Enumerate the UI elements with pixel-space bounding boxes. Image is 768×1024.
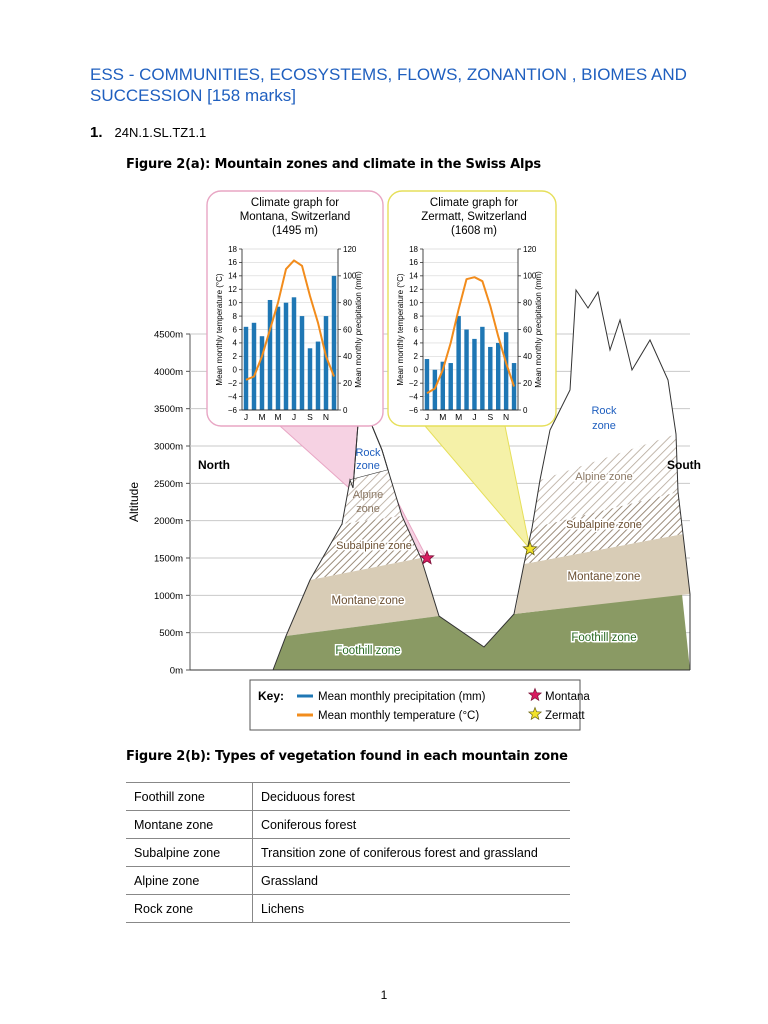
altitude-tick-label: 1500m (153, 553, 183, 565)
zermatt-chart-title-3: (1608 m) (450, 225, 498, 237)
precip-bar (324, 316, 328, 410)
precip-axis-tick-label: 20 (523, 378, 532, 388)
vegetation-table-row (126, 895, 570, 923)
precip-bar (260, 336, 264, 410)
zermatt-chart-title-2: Zermatt, Switzerland (421, 211, 527, 223)
temp-axis-tick-label: −6 (408, 405, 418, 415)
subalpine-zone-label-left: Subalpine zone (336, 540, 412, 552)
month-tick-label: J (472, 412, 477, 422)
rock-zone-label-left-2: zone (356, 460, 380, 472)
precip-axis-tick-label: 80 (523, 298, 532, 308)
temp-axis-tick-label: 14 (409, 271, 418, 281)
rock-zone-label-right-1: Rock (591, 405, 617, 417)
montana-chart-title-1: Climate graph for (250, 197, 340, 209)
subalpine-zone-label-right: Subalpine zone (566, 519, 642, 531)
temp-axis-tick-label: 6 (232, 325, 237, 335)
montana-chart-title-3: (1495 m) (271, 225, 319, 237)
temp-axis-tick-label: 8 (232, 311, 237, 321)
temp-axis-tick-label: −6 (227, 405, 237, 415)
month-tick-label: J (243, 412, 249, 422)
altitude-tick-label: 3500m (153, 404, 183, 416)
temp-axis-tick-label: 10 (409, 298, 418, 308)
temp-axis-tick-label: 0 (232, 365, 237, 375)
month-tick-label: M (258, 412, 266, 422)
month-tick-label: J (424, 412, 430, 422)
temp-axis-tick-label: 6 (413, 325, 418, 335)
precip-bar (252, 323, 256, 410)
temp-axis-tick-label: 0 (413, 365, 418, 375)
precip-axis-tick-label: 40 (343, 352, 352, 362)
alpine-zone-label-left-1: Alpine (352, 489, 384, 501)
document-title: ESS - COMMUNITIES, ECOSYSTEMS, FLOWS, ZONANTION , BIOMES AND SUCCESSION [158 marks] (90, 65, 687, 105)
altitude-tick-label: 4000m (153, 366, 183, 378)
precip-bar (284, 303, 288, 410)
question-number: 1. (90, 124, 103, 141)
precip-bar (292, 297, 296, 410)
vegetation-type-cell: Deciduous forest (253, 783, 571, 811)
temp-axis-title: Mean monthly temperature (°C) (215, 273, 224, 386)
month-tick-label: M (439, 412, 447, 422)
precip-bar (480, 327, 484, 410)
precip-axis-tick-label: 80 (343, 298, 352, 308)
vegetation-type-cell: Grassland (253, 867, 571, 895)
altitude-tick-label: 500m (159, 628, 183, 640)
question-header (90, 124, 206, 141)
vegetation-table (126, 782, 570, 923)
page-number: 1 (380, 988, 388, 1002)
precip-bar (244, 327, 248, 410)
precip-axis-title: Mean monthly precipitation (mm) (534, 271, 543, 388)
month-tick-label: S (307, 412, 313, 422)
temp-axis-tick-label: 12 (228, 285, 237, 295)
vegetation-type-cell: Lichens (253, 895, 571, 923)
foothill-zone-label-left: Foothill zone (335, 645, 401, 657)
montana-climate-callout (207, 191, 383, 426)
precip-bar (308, 348, 312, 410)
zone-name-cell: Alpine zone (126, 867, 253, 895)
precip-axis-tick-label: 20 (343, 378, 352, 388)
montana-key-text: Montana (545, 691, 590, 703)
zone-name-cell: Subalpine zone (126, 839, 253, 867)
precip-axis-tick-label: 100 (523, 271, 537, 281)
vegetation-table-row (126, 867, 570, 895)
temp-key-text: Mean monthly temperature (°C) (318, 710, 480, 722)
altitude-tick-label: 0m (169, 665, 183, 677)
temp-axis-title: Mean monthly temperature (°C) (396, 273, 405, 386)
precip-bar (448, 363, 452, 410)
figure-key (250, 680, 590, 730)
montane-zone-label-left: Montane zone (331, 595, 405, 607)
rock-zone-label-right-2: zone (592, 420, 616, 432)
temp-axis-tick-label: 18 (228, 244, 237, 254)
zermatt-key-text: Zermatt (545, 710, 585, 722)
alpine-zone-label-right: Alpine zone (575, 471, 633, 483)
temp-axis-tick-label: −2 (227, 378, 237, 388)
month-tick-label: N (503, 412, 510, 422)
altitude-tick-label: 3000m (153, 441, 183, 453)
altitude-tick-label: 4500m (153, 329, 183, 341)
precip-bar (472, 339, 476, 410)
precip-bar (425, 359, 429, 410)
precip-key-text: Mean monthly precipitation (mm) (318, 691, 486, 703)
south-label: South (667, 458, 701, 472)
vegetation-table-row (126, 783, 570, 811)
temp-axis-tick-label: −4 (408, 392, 418, 402)
alpine-zone-label-left-2: zone (356, 503, 380, 515)
precip-bar (332, 276, 336, 410)
altitude-tick-label: 2500m (153, 478, 183, 490)
vegetation-table-row (126, 811, 570, 839)
figure-2b-title: Figure 2(b): Types of vegetation found in each mountain zone (126, 749, 568, 764)
temp-axis-tick-label: 14 (228, 271, 237, 281)
question-code: 24N.1.SL.TZ1.1 (114, 125, 207, 140)
precip-bar (268, 300, 272, 410)
precip-bar (504, 332, 508, 410)
temp-axis-tick-label: 2 (413, 352, 418, 362)
figure-2a-title: Figure 2(a): Mountain zones and climate in the Swiss Alps (126, 157, 541, 172)
altitude-tick-label: 2000m (153, 516, 183, 528)
temp-axis-tick-label: 16 (409, 258, 418, 268)
precip-axis-title: Mean monthly precipitation (mm) (354, 271, 363, 388)
month-tick-label: J (291, 412, 297, 422)
altitude-tick-label: 1000m (153, 590, 183, 602)
temp-axis-tick-label: 4 (413, 338, 418, 348)
temp-axis-tick-label: 12 (409, 285, 418, 295)
montane-zone-label-right: Montane zone (567, 571, 641, 583)
month-tick-label: N (322, 412, 330, 422)
precip-bar (456, 316, 460, 410)
precip-bar (276, 307, 280, 410)
precip-bar (316, 342, 320, 410)
vegetation-type-cell: Transition zone of coniferous forest and grassland (253, 839, 571, 867)
zone-name-cell: Rock zone (126, 895, 253, 923)
month-tick-label: M (455, 412, 463, 422)
zermatt-callout-pointer (425, 426, 530, 549)
temp-axis-tick-label: 8 (413, 311, 418, 321)
key-label: Key (258, 689, 281, 703)
precip-axis-tick-label: 100 (343, 271, 357, 281)
precip-axis-tick-label: 120 (523, 244, 537, 254)
altitude-axis-label: Altitude (127, 481, 141, 523)
temp-axis-tick-label: −2 (408, 378, 418, 388)
rock-zone-label-left-1: Rock (355, 447, 381, 459)
temp-axis-tick-label: 18 (409, 244, 418, 254)
temp-axis-tick-label: 4 (232, 338, 237, 348)
precip-axis-tick-label: 120 (343, 244, 357, 254)
temp-axis-tick-label: 16 (228, 258, 237, 268)
precip-bar (464, 330, 468, 411)
precip-axis-tick-label: 0 (523, 405, 528, 415)
precip-axis-tick-label: 60 (523, 325, 532, 335)
svg-text:Key:: Key: (258, 689, 285, 703)
north-label: North (198, 458, 230, 472)
precip-bar (496, 343, 500, 410)
precip-bar (300, 316, 304, 410)
precip-axis-tick-label: 60 (343, 325, 352, 335)
montana-chart-title-2: Montana, Switzerland (239, 211, 351, 223)
precip-bar (512, 363, 516, 410)
mountain-zones-figure (120, 180, 710, 740)
vegetation-type-cell: Coniferous forest (253, 811, 571, 839)
zermatt-climate-callout (388, 191, 556, 426)
month-tick-label: S (487, 412, 494, 422)
foothill-zone-label-right: Foothill zone (571, 632, 637, 644)
zermatt-chart-title-1: Climate graph for (429, 197, 519, 209)
temp-axis-tick-label: −4 (227, 392, 237, 402)
precip-bar (488, 347, 492, 410)
precip-axis-tick-label: 40 (523, 352, 532, 362)
temp-axis-tick-label: 2 (232, 352, 237, 362)
temp-axis-tick-label: 10 (228, 298, 237, 308)
zone-name-cell: Foothill zone (126, 783, 253, 811)
month-tick-label: M (274, 412, 282, 422)
zone-name-cell: Montane zone (126, 811, 253, 839)
vegetation-table-row (126, 839, 570, 867)
precip-axis-tick-label: 0 (343, 405, 348, 415)
